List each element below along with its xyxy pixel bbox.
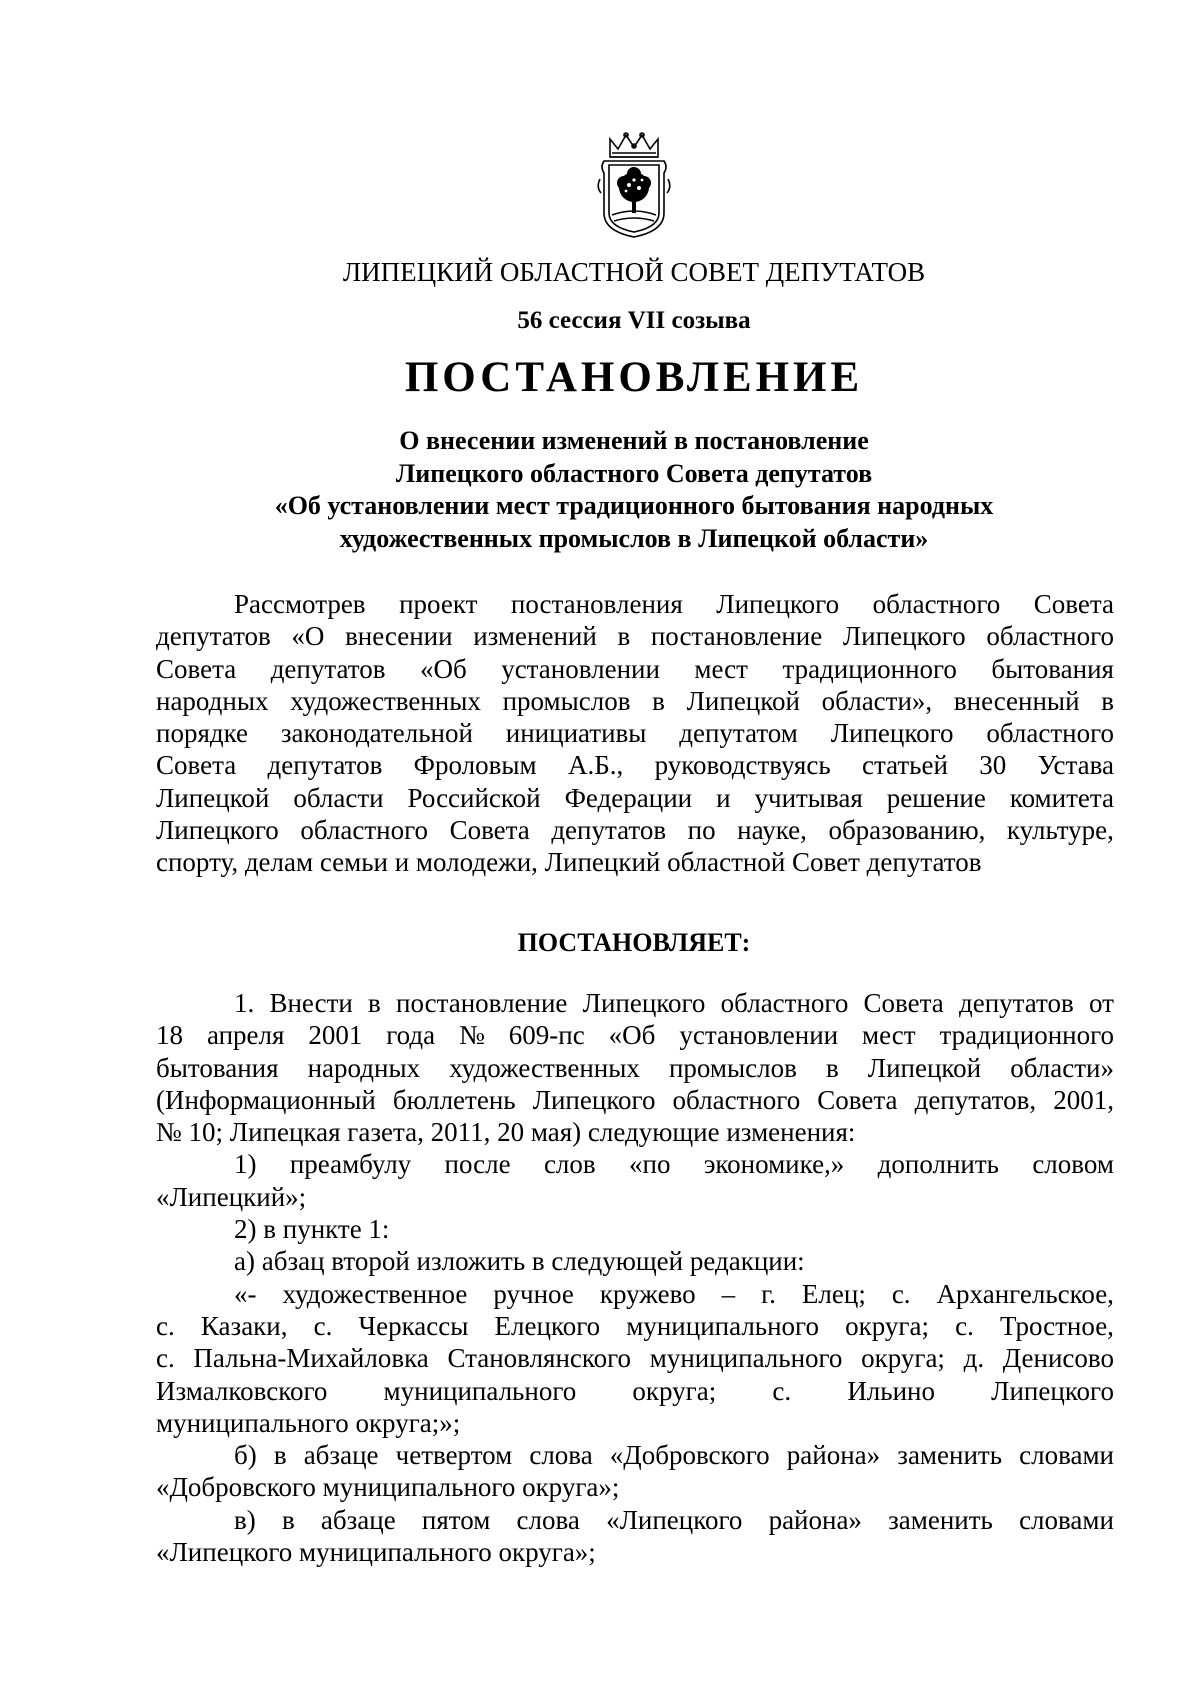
coat-of-arms-icon: [596, 127, 672, 239]
text-line: с. Пальна-Михайловка Становлянского муниципального округа; д. Денисово: [156, 1343, 1114, 1374]
preamble-paragraph: [156, 588, 1114, 879]
text-line: депутатов «О внесении изменений в постановление Липецкого областного: [156, 621, 1114, 652]
decree-heading: ПОСТАНОВЛЯЕТ:: [517, 928, 751, 957]
text-line: спорту, делам семьи и молодежи, Липецкий областной Совет депутатов: [156, 847, 982, 878]
title-line: Липецкого областного Совета депутатов: [395, 458, 873, 488]
session-label: 56 сессия VII созыва: [517, 307, 751, 334]
text-line: б) в абзаце четвертом слова «Добровского района» заменить словами: [234, 1440, 1114, 1471]
document-title: [150, 425, 1118, 555]
text-line: в) в абзаце пятом слова «Липецкого района» заменить словами: [234, 1504, 1114, 1535]
text-line: Совета депутатов «Об установлении мест традиционного бытования: [156, 653, 1114, 684]
text-line: а) абзац второй изложить в следующей редакции:: [234, 1246, 805, 1277]
text-line: Рассмотрев проект постановления Липецкого областного Совета: [234, 589, 1114, 619]
text-line: «Липецкого муниципального округа»;: [156, 1537, 596, 1568]
text-line: Липецкой области Российской Федерации и учитывая решение комитета: [156, 782, 1114, 813]
title-line: О внесении изменений в постановление: [399, 426, 869, 455]
text-line: № 10; Липецкая газета, 2011, 20 мая) следующие изменения:: [156, 1117, 856, 1148]
text-line: бытования народных художественных промыслов в Липецкой области»: [156, 1052, 1114, 1083]
text-line: 18 апреля 2001 года № 609-пс «Об установлении мест традиционного: [156, 1020, 1114, 1051]
text-line: «- художественное ручное кружево – г. Елец; с. Архангельское,: [234, 1278, 1114, 1309]
text-line: порядке законодательной инициативы депутатом Липецкого областного: [156, 718, 1114, 749]
text-line: (Информационный бюллетень Липецкого областного Совета депутатов, 2001,: [156, 1084, 1114, 1115]
text-line: 1. Внести в постановление Липецкого областного Совета депутатов от: [234, 988, 1114, 1018]
text-line: с. Казаки, с. Черкассы Елецкого муниципального округа; с. Тростное,: [156, 1310, 1114, 1341]
text-line: 2) в пункте 1:: [234, 1214, 390, 1245]
title-line: художественных промыслов в Липецкой области»: [339, 523, 929, 553]
document-type: ПОСТАНОВЛЕНИЕ: [404, 354, 864, 401]
text-line: «Липецкий»;: [156, 1181, 307, 1212]
organization-title: ЛИПЕЦКИЙ ОБЛАСТНОЙ СОВЕТ ДЕПУТАТОВ: [342, 257, 926, 287]
text-line: Измалковского муниципального округа; с. Ильино Липецкого: [156, 1375, 1114, 1406]
text-line: Липецкого областного Совета депутатов по науке, образованию, культуре,: [156, 815, 1114, 846]
text-line: 1) преамбулу после слов «по экономике,» дополнить словом: [234, 1149, 1114, 1180]
text-line: Совета депутатов Фроловым А.Б., руководствуясь статьей 30 Устава: [156, 750, 1114, 781]
text-line: народных художественных промыслов в Липецкой области», внесенный в: [156, 685, 1114, 716]
text-line: муниципального округа;»;: [156, 1407, 461, 1438]
title-line: «Об установлении мест традиционного бытования народных: [274, 491, 994, 520]
amendments-section: [156, 987, 1114, 1568]
text-line: «Добровского муниципального округа»;: [156, 1472, 620, 1503]
